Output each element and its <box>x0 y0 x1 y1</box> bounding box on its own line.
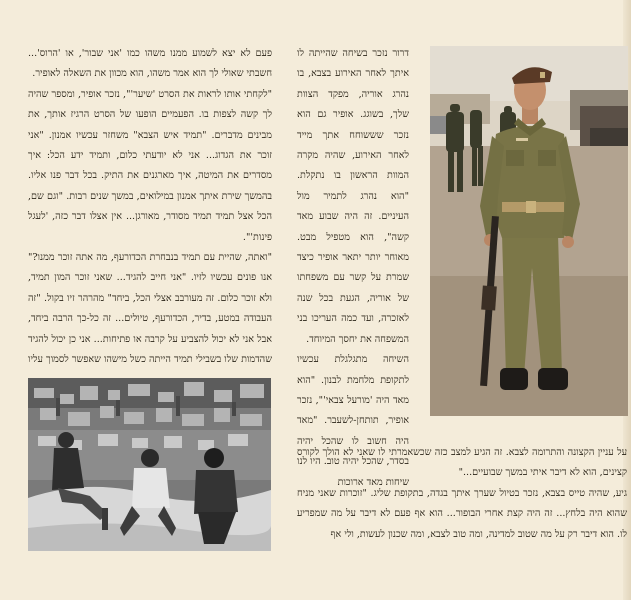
text-column-right <box>297 44 409 493</box>
group-illustration <box>28 378 271 551</box>
group-photo <box>28 378 271 551</box>
text-column-left <box>28 44 272 371</box>
paragraph: "ואתה, שהיית עם תמיד בנבחרת הכדורעף, מה אתה זוכר ממנו?" אנו פונים עכשיו לזיו. "אני חייב להגיד... שאני זוכר המון תמיד, ולא זוכר כלום. זה מעורבב אצלי הכל, ביחד" מהרהר זיו בקול. "זה העבודה במטע, בדיר, הכדורעף, טיולים... זה כל-כך הרבה ביחד, אבל אני לא יכול להצביע על קרבה או פתיחות... אני כן יכול להגיד שהדמות שלו בשבילי תמיד הייתה כשל מישהו שאפשר לסמוך עליו <box>28 252 272 366</box>
text-column-bottom <box>297 443 627 545</box>
paragraph: השיחה מתגלגלת עכשיו לתקופת מלחמת לבנון. "הוא מאד היה 'מורעל צבאי'", נזכר אופיר, תותחן-לשעבר. "מאד היה חשוב לו שהכל יהיה בסדר, שהכל יהיה טוב. היו לנו שיחות מאד ארוכות <box>297 354 409 488</box>
paragraph: "לקחתי אותו לראות את הסרט 'שיער'", נזכר אופיר, ומספר שהיה לך קשה לצפות בו. הפעמיים הופעו של הסרט הרגיז אותך, את מבינים מדברים. "תמיד איש הצבא" משחזר עכשיו אמנון. "אני זוכר את הגדוג... אני לא יודעתי כלום, ותמיד ידע הכל: איך מסדרים את המיטה, איך מארגנים את התיק. בכל דבר פנו אליו. בהמשך שירת איתך אמנון במילואים, במשך שנים רבות. "וגם שם, הכל אצל תמיד תמיד מסודר, מאורגן... אין אצלו דבר כזה, 'לעגל פינות'". <box>28 88 272 243</box>
soldier-illustration <box>430 46 628 416</box>
paragraph: פעם לא יצא לשמוע ממנו משהו כמו 'אני שבור', או 'הרוס'... חשבתי שאולי לך הוא אמר משהו, הוא מכוון את השאלה לאופיר. <box>28 48 272 80</box>
paragraph: על עניין הקצונה והתרומה לצבא. זה הגיע למצב כזה שכשאמרתי לו שאני לא הולך לקורס קצינים, הוא לא דיבר איתי במשך שבועיים..." <box>297 447 627 479</box>
soldier-photo <box>430 46 628 416</box>
paragraph: דרור נזכר בשיחה שהייתה לו איתך לאחר האירוע בצבא, בו נהרג אוריה, מפקד הצוות שלך, בשוגג. אופיר גם הוא נזכר שששוחח אתך מייד לאחר האירוע, שהיה מקרה המוות הראשון בו נתקלת. "הוא נהרג לתמיר מול העיניים. זה היה שבוע מאד קשה", הוא מטפיל מבט. מאוחר יותר יתאר אופיר כיצד שמרת על קשר עם משפחתו של אוריה, הגעת בכל שנה לאזכרה, ועד כמה העריכו בני המשפחה את יחסך המיוחד. <box>297 48 409 345</box>
paragraph: גיע, שהיה טייס בצבא, נזכר בטיול שערך איתך בגדה, בתקופת שליג. "זוכרות שאני מניח שהוא היה בלחץ... זה היה קצת אחרי הבופור... הוא אף פעם לא דיבר על מה שמפריע לו. הוא דיבר רק על מה שטוב למדינה, ומה טוב לצבא, ומה שכנון לעשות, ולי אף <box>297 487 627 540</box>
